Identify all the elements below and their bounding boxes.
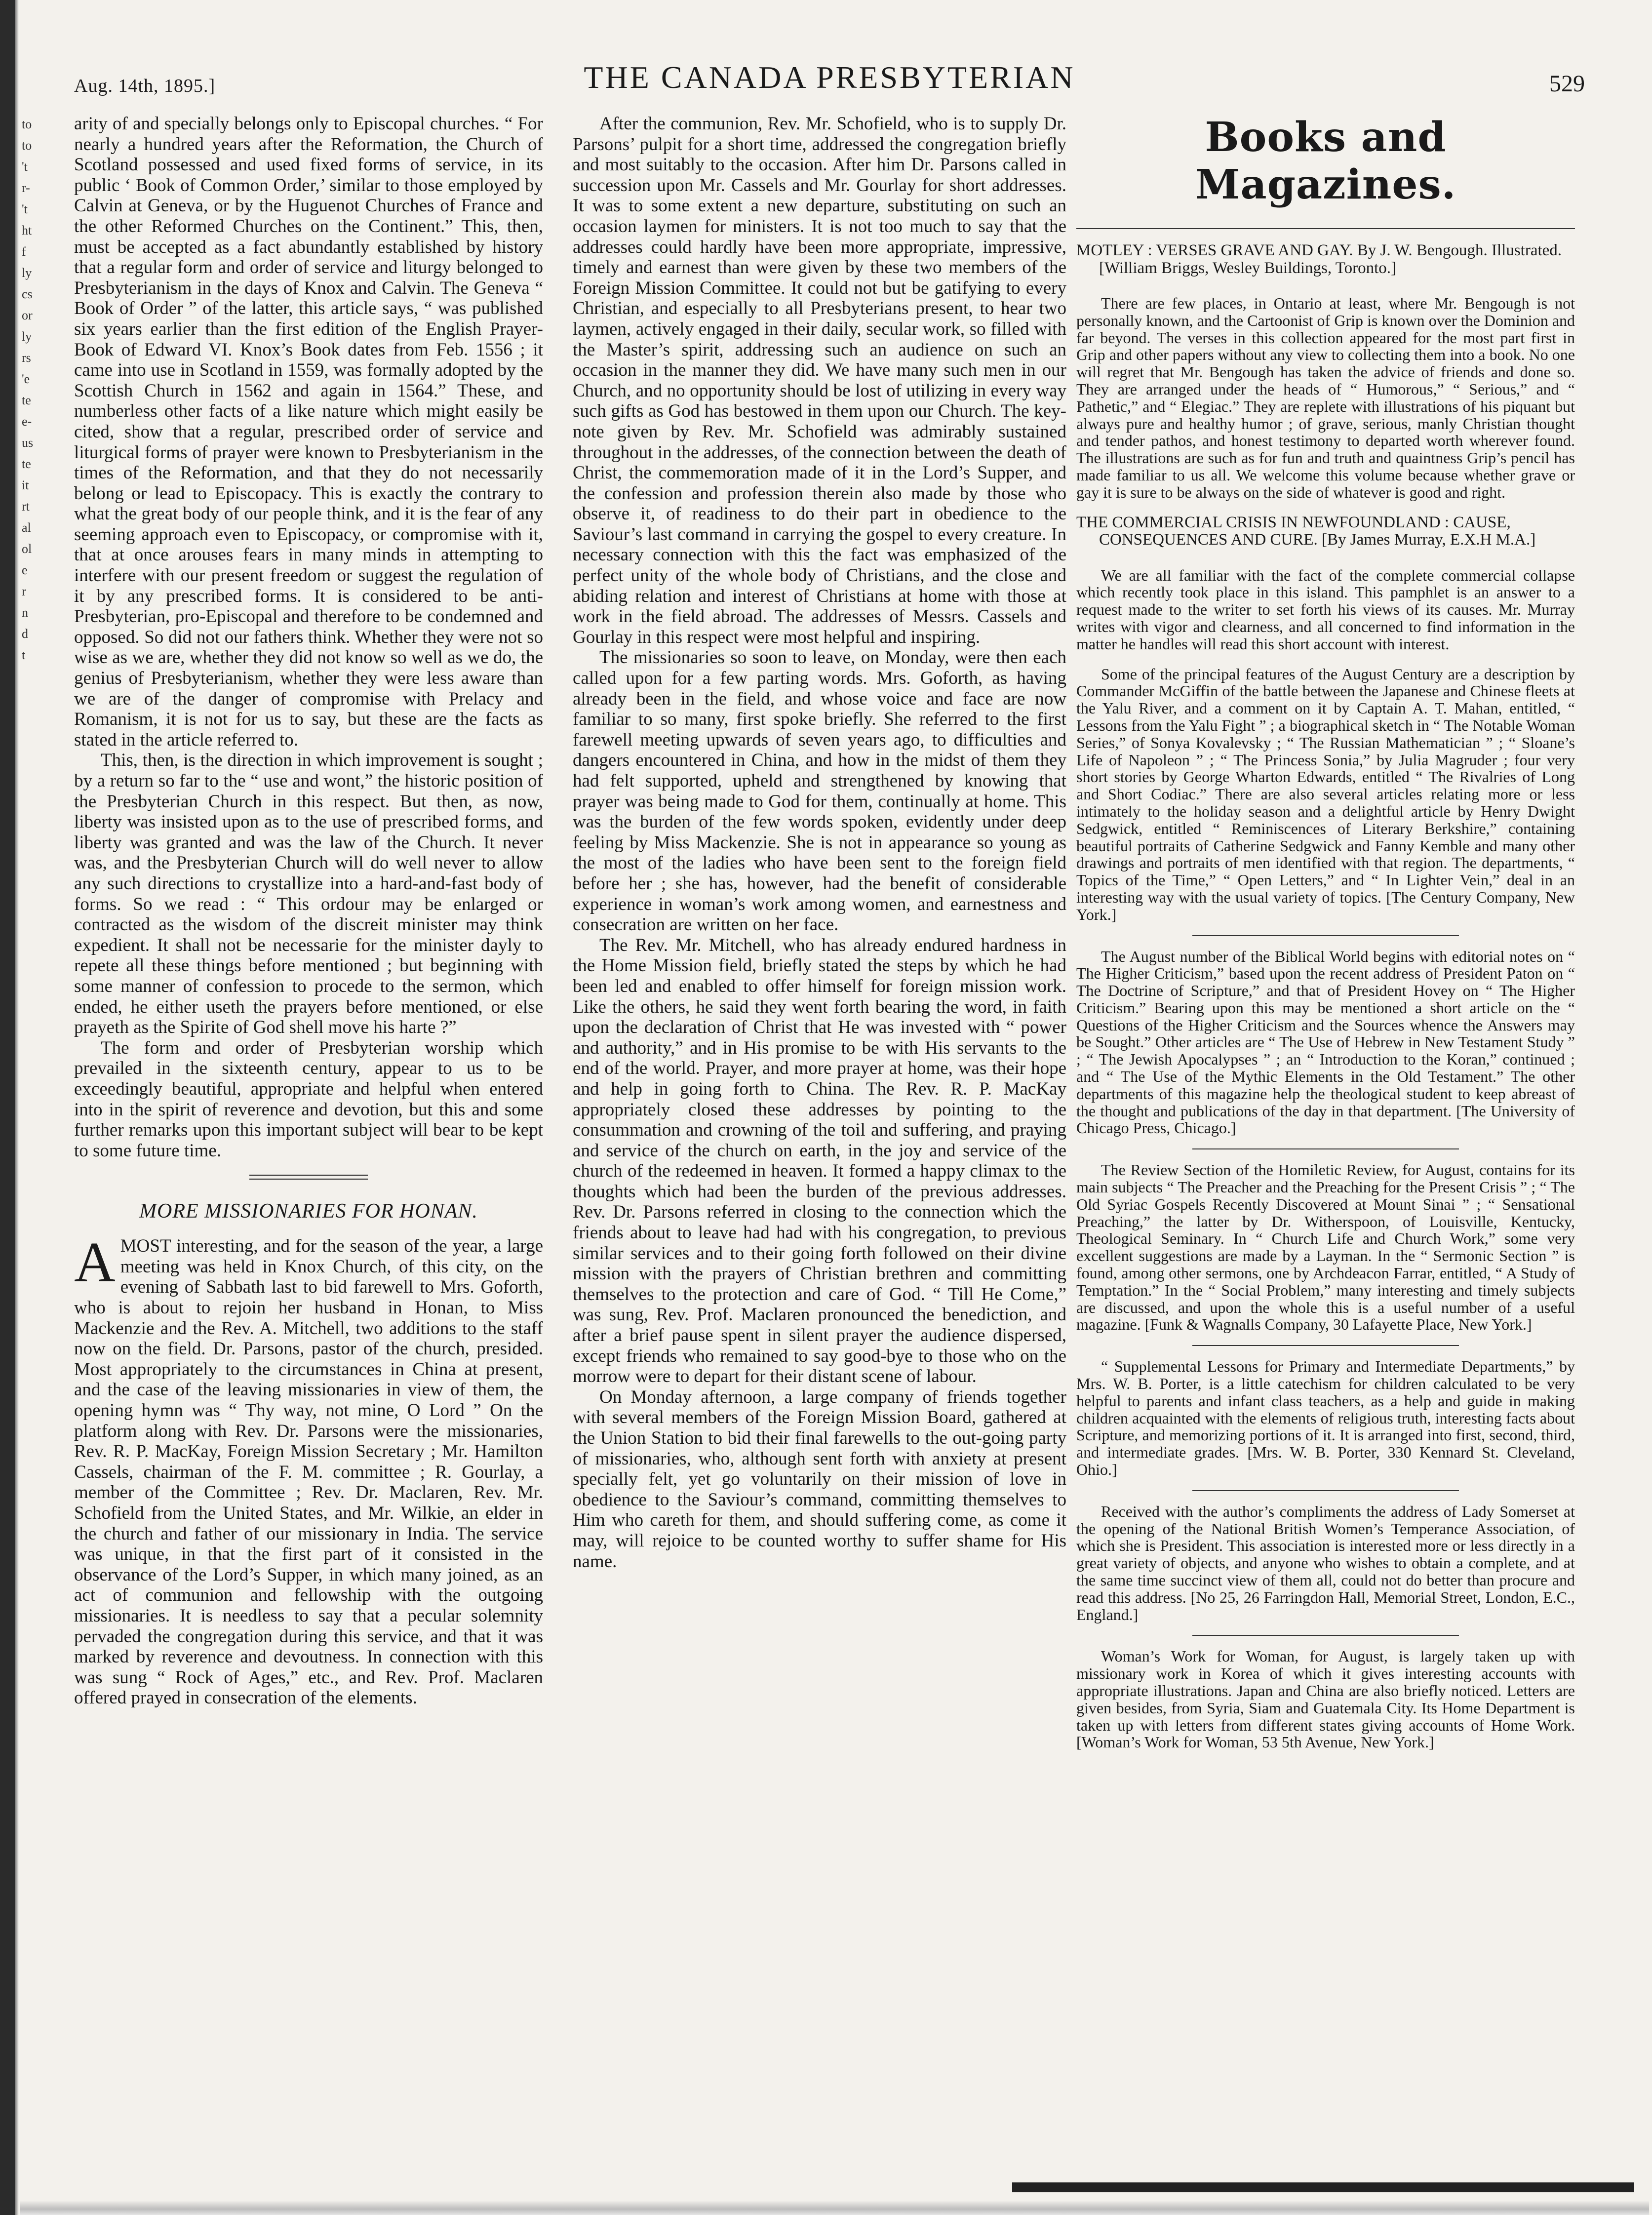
- margin-fragment: ol: [22, 542, 32, 556]
- running-head: [74, 59, 1585, 104]
- article-paragraph: The Rev. Mr. Mitchell, who has already endured hardness in the Home Mission field, briefly stated the steps by which he had been led and enabled to offer himself for foreign mission work. Like the others, he said they went forth bearing the word, in faith upon the declaration of Christ that He was invested with “ power and authority,” and in His promise to be with His servants to the end of the world. Prayer, and more prayer at home, was their hope and help in going forth to China. The Rev. R. P. MacKay appropriately closed these addresses by pointing to the consummation and crowning of the toil and suffering, and praying and service of the church on earth, in the joy and service of the church of the redeemed in heaven. It formed a happy climax to the thoughts which had been the burden of the previous addresses. Rev. Dr. Parsons referred in closing to the connection which the friends about to leave had had with his congregation, to previous similar services and to their going forth followed on their divine mission with the prayers of Christian brethren and committing themselves to the protection and care of God. “ Till He Come,” was sung, Rev. Prof. Maclaren pronounced the benediction, and after a brief pause spent in silent prayer the audience dispersed, except friends who remained to say good-bye to those who on the morrow were to depart for their distant scene of labour.: [573, 935, 1066, 1387]
- binding-edge: [0, 0, 15, 2215]
- margin-fragment: al: [22, 520, 31, 535]
- margin-fragment: e-: [22, 414, 32, 429]
- divider: [1192, 935, 1459, 936]
- publication-title: THE CANADA PRESBYTERIAN: [584, 60, 1075, 95]
- margin-fragment: us: [22, 435, 34, 450]
- cropped-margin-text: [22, 114, 48, 666]
- column-1: [74, 114, 543, 1708]
- review-paragraph: Woman’s Work for Woman, for August, is largely taken up with missionary work in Korea of which it gives interesting accounts with appropriate illustrations. Japan and China are also briefly noticed. Letters are given besides, from Syria, Siam and Guatemala City. Its Home Department is taken up with letters from different states giving accounts of Home Work. [Woman’s Work for Woman, 53 5th Avenue, New York.]: [1076, 1647, 1575, 1751]
- review-paragraph: The Review Section of the Homiletic Review, for August, contains for its main subjects “ The Preacher and the Preaching for the Present Crisis ” ; “ The Old Syriac Gospels Recently Discovered at Mount Sinai ” ; “ Sensational Preaching,” the latter by Dr. Witherspoon, of Louisville, Kentucky, Theological Seminary. In “ Church Life and Church Work,” some very excellent suggestions are made by a Layman. In the “ Sermonic Section ” is found, among other sermons, one by Archdeacon Farrar, entitled, “ A Study of Temptation.” In the “ Social Problem,” many interesting and timely subjects are discussed, and upon the whole this is a useful number of a useful magazine. [Funk & Wagnalls Company, 30 Lafayette Place, New York.]: [1076, 1161, 1575, 1334]
- margin-fragment: to: [22, 138, 32, 153]
- article-paragraph: arity of and specially belongs only to Episcopal churches. “ For nearly a hundred years after the Reformation, the Church of Scotland possessed and used fixed forms of service, in its public ‘ Book of Common Order,’ similar to those employed by Calvin at Geneva, or by the Huguenot Churches of France and the other Reformed Churches on the Continent.” This, then, must be accepted as a fact abundantly established by history that a regular form and order of service and liturgy belonged to Presbyterianism in the days of Knox and Calvin. The Geneva “ Book of Order ” of the latter, this article says, “ was published six years earlier than the first edition of the English Prayer-Book of Edward VI. Knox’s Book dates from Feb. 1556 ; it came into use in Scotland in 1559, was formally adopted by the Scottish Church in 1562 and again in 1564.” These, and numberless other facts of a like nature which might easily be cited, show that a regular, prescribed order of service and liturgical forms of prayer were known to Presbyterianism in the times of the Reformation, and that they do not necessarily belong or lead to Episcopacy. This is exactly the contrary to what the great body of our people think, and it is the fear of any seeming approach even to Episcopacy, or compromise with it, that at once arouses fears in many minds in attempting to interfere with our present freedom or suggest the regulation of it by any prescribed forms. It is considered to be anti-Presbyterian, pro-Episcopal and therefore to be condemned and opposed. So did not our fathers think. Whether they were not so wise as we are, whether they did not know so well as we do, the genius of Presbyterianism, whether they were less aware than we are of the danger of compromise with Prelacy and Romanism, it is not for us to say, but these are the facts as stated in the article referred to.: [74, 114, 543, 750]
- margin-fragment: rt: [22, 499, 30, 514]
- margin-fragment: d: [22, 627, 28, 641]
- page-bottom-rule: [1012, 2182, 1634, 2192]
- divider: [1192, 1490, 1459, 1491]
- margin-fragment: e: [22, 563, 28, 577]
- book-citation: THE COMMERCIAL CRISIS IN NEWFOUNDLAND : CAUSE, CONSEQUENCES AND CURE. [By James Murray, E.X.H M.A.]: [1076, 513, 1536, 549]
- article-paragraph: On Monday afternoon, a large company of friends together with several members of the Foreign Mission Board, gathered at the Union Station to bid their final farewells to the out-going party of missionaries, who, although sent forth with anxiety at present specially felt, yet go voluntarily on their mission of love in obedience to the Saviour’s command, committing themselves to Him who careth for them, and should suffering come, as come it may, will rejoice to be counted worthy to suffer shame for His name.: [573, 1386, 1066, 1572]
- article-paragraph: The form and order of Presbyterian worship which prevailed in the sixteenth century, appear to us to be exceedingly beautiful, appropriate and helpful when entered into in the spirit of reverence and devotion, but this and some further remarks upon this important subject will bear to be kept to some future time.: [74, 1037, 543, 1161]
- review-paragraph: We are all familiar with the fact of the complete commercial collapse which recently took place in this island. This pamphlet is an answer to a request made to the writer to set forth his views of its causes. Mr. Murray writes with vigor and clearness, and all concerned to find information in the matter he handles will read this short account with interest.: [1076, 566, 1575, 653]
- column-3: [1076, 114, 1575, 1751]
- section-divider: [249, 1175, 368, 1180]
- divider: [1192, 1635, 1459, 1636]
- margin-fragment: ht: [22, 223, 32, 237]
- margin-fragment: 'e: [22, 372, 30, 386]
- section-heading: Books and Magazines.: [1195, 114, 1456, 208]
- margin-fragment: rs: [22, 351, 31, 365]
- margin-fragment: n: [22, 605, 28, 620]
- review-paragraph: “ Supplemental Lessons for Primary and Intermediate Departments,” by Mrs. W. B. Porter, is a little catechism for children calculated to be very helpful to parents and infant class teachers, as a help and guide in making children acquainted with the elements of religious truth, interesting facts about Scripture, and memorizing portions of it. It is arranged into first, second, third, and intermediate grades. [Mrs. W. B. Porter, 330 Kennard St. Cleveland, Ohio.]: [1076, 1357, 1575, 1479]
- margin-fragment: 't: [22, 159, 28, 174]
- margin-fragment: r-: [22, 181, 30, 195]
- margin-fragment: ly: [22, 329, 32, 344]
- divider: [1192, 1345, 1459, 1346]
- article-paragraph: After the communion, Rev. Mr. Schofield, who is to supply Dr. Parsons’ pulpit for a short time, addressed the congregation briefly and most suitably to the occasion. After him Dr. Parsons called in succession upon Mr. Cassels and Mr. Gourlay for short addresses. It was to some extent a new departure, substituting on such an occasion laymen for ministers. It is not too much to say that the addresses could hardly have been more appropriate, impressive, timely and earnest than were given by these two members of the Foreign Mission Committee. It could not but be gatifying to every Christian, and especially to all Presbyterians present, to hear two laymen, actively engaged in their daily, secular work, so filled with the Master’s spirit, addressing such an audience on such an occasion in the manner they did. We have many such men in our Church, and no opportunity should be lost of utilizing in every way such gifts as God has bestowed in them upon our Church. The key-note given by Rev. Mr. Schofield was admirably sustained throughout in the addresses, of the connection between the death of Christ, the commemoration made of it in the Lord’s Supper, and the confession and profession therein also made by those who observe it, of readiness to do their part in obedience to the Saviour’s last command in carrying the gospel to every creature. In necessary connection with this the fact was emphasized of the perfect unity of the whole body of Christians, and the close and abiding relation and interest of Christians at home with those at work in the field abroad. The addresses of Messrs. Cassels and Gourlay in this respect were most helpful and inspiring.: [573, 114, 1066, 647]
- margin-fragment: it: [22, 478, 29, 492]
- section-title: MORE MISSIONARIES FOR HONAN.: [139, 1200, 478, 1223]
- margin-fragment: r: [22, 584, 26, 598]
- page-number: 529: [1549, 71, 1585, 97]
- review-paragraph: There are few places, in Ontario at least, where Mr. Bengough is not personally known, and the Cartoonist of Grip is known over the Dominion and far beyond. The verses in this collection appeared for the most part first in Grip and other papers without any view to collecting them into a book. No one will regret that Mr. Bengough has taken the advice of friends and done so. They are arranged under the heads of “ Humorous,” “ Serious,” and “ Pathetic,” and “ Elegiac.” They are replete with illustrations of his piquant but always pure and healthy humor ; of grave, serious, manly Christian thought and tender pathos, and honest testimony to departed worth wherever found. The illustrations are such as for fun and truth and quaintness Grip’s pencil has made familiar to us all. We welcome this volume because whether grave or gay it is sure to be always on the side of whatever is good and right.: [1076, 294, 1575, 501]
- margin-fragment: ly: [22, 266, 32, 280]
- margin-fragment: to: [22, 117, 32, 131]
- article-paragraph: AMOST interesting, and for the season of the year, a large meeting was held in Knox Church, of this city, on the evening of Sabbath last to bid farewell to Mrs. Goforth, who is about to rejoin her husband in Honan, to Miss Mackenzie and the Rev. A. Mitchell, two additions to the staff now on the field. Dr. Parsons, pastor of the church, presided. Most appropriately to the circumstances in China at present, and the case of the leaving missionaries in view of them, the opening hymn was “ Thy way, not mine, O Lord ” On the platform along with Rev. Dr. Parsons were the missionaries, Rev. R. P. MacKay, Foreign Mission Secretary ; Mr. Hamilton Cassels, chairman of the F. M. committee ; R. Gourlay, a member of the Committee ; Rev. Dr. Maclaren, Rev. Mr. Schofield from the United States, and Mr. Wilkie, an elder in the church and father of our missionary in India. The service was unique, in that the first part of it consisted in the observance of the Lord’s Supper, in which many joined, as an act of communion and fellowship with the outgoing missionaries. It is needless to say that a pecular solemnity pervaded the congregation during this service, and that it was marked by reverence and devoutness. In connection with this was sung “ Rock of Ages,” etc., and Rev. Prof. Maclaren offered prayed in consecration of the elements.: [74, 1231, 543, 1708]
- margin-fragment: te: [22, 457, 31, 471]
- issue-date: Aug. 14th, 1895.]: [74, 76, 216, 96]
- margin-fragment: 't: [22, 202, 28, 216]
- review-paragraph: Some of the principal features of the August Century are a description by Commander McGiffin of the battle between the Japanese and Chinese fleets at the Yalu River, and a comment on it by Captain A. T. Mahan, entitled, “ Lessons from the Yalu Fight ” ; a biographical sketch in “ The Notable Woman Series,” of Sonya Kovalevsky ; “ The Russian Mathematician ” ; “ Sloane’s Life of Napoleon ” ; “ The Princess Sonia,” by Julia Magruder ; four very short stories by George Wharton Edwards, entitled “ The Rivalries of Long and Short Codiac.” There are also several articles relating more or less intimately to the holiday season and a delightful article by Henry Dwight Sedgwick, entitled “ Reminiscences of Literary Berkshire,” containing beautiful portraits of Catherine Sedgwick and Fanny Kemble and many other drawings and portraits of men identified with that region. The departments, “ Topics of the Time,” “ Open Letters,” and “ In Lighter Vein,” deal in an interesting way with the usual variety of topics. [The Century Company, New York.]: [1076, 665, 1575, 923]
- margin-fragment: cs: [22, 287, 33, 301]
- margin-fragment: or: [22, 308, 33, 322]
- scan-bottom-edge: [20, 2200, 1649, 2215]
- divider: [1076, 228, 1575, 229]
- margin-fragment: te: [22, 393, 31, 407]
- margin-fragment: f: [22, 244, 26, 259]
- article-paragraph: The missionaries so soon to leave, on Monday, were then each called upon for a few parting words. Mrs. Goforth, as having already been in the field, and whose voice and face are now familiar to so many, first spoke briefly. She referred to the first farewell meeting upwards of seven years ago, to difficulties and dangers encountered in China, and how in the midst of them they had felt supported, upheld and strengthened by knowing that prayer was being made to God for them, continually at home. This was the burden of the few words spoken, evidently under deep feeling by Miss Mackenzie. She is not in appearance so young as the most of the ladies who have been sent to the foreign field before her ; she has, however, had the benefit of considerable experience in woman’s work among women, and earnestness and consecration are written on her face.: [573, 647, 1066, 935]
- column-2: [573, 114, 1066, 1572]
- divider: [1192, 1148, 1459, 1149]
- margin-fragment: t: [22, 648, 26, 662]
- book-citation: MOTLEY : VERSES GRAVE AND GAY. By J. W. Bengough. Illustrated. [William Briggs, Wesley Buildings, Toronto.]: [1076, 241, 1562, 277]
- review-paragraph: The August number of the Biblical World begins with editorial notes on “ The Higher Criticism,” based upon the recent address of President Paton on “ The Doctrine of Scripture,” and that of President Hovey on “ The Higher Criticism.” Bearing upon this may be mentioned a short article on the “ Questions of the Higher Criticism and the Sources whence the Answers may be Sought.” Other articles are “ The Use of Hebrew in New Testament Study ” ; “ The Jewish Apocalypses ” ; an “ Introduction to the Koran,” continued ; and “ The Use of the Mythic Elements in the Old Testament.” The other departments of this magazine help the theological student to keep abreast of the thought and publications of the day in that department. [The University of Chicago Press, Chicago.]: [1076, 947, 1575, 1137]
- review-paragraph: Received with the author’s compliments the address of Lady Somerset at the opening of the National British Women’s Temperance Association, of which she is President. This association is interested more or less directly in a great variety of objects, and anyone who wishes to obtain a complete, and at the same time succinct view of them all, could not do better than procure and read this address. [No 25, 26 Farringdon Hall, Memorial Street, London, E.C., England.]: [1076, 1502, 1575, 1623]
- article-paragraph: This, then, is the direction in which improvement is sought ; by a return so far to the “ use and wont,” the historic position of the Presbyterian Church in this respect. But then, as now, liberty was insisted upon as to the use of prescribed forms, and liberty was granted and was the law of the Church. It never was, and the Presbyterian Church will do well never to allow any such directions to crystallize into a hard-and-fast body of forms. So we read : “ This ordour may be enlarged or contracted as the wisdom of the discreit minister may think expedient. It shall not be necessarie for the minister dayly to repete all these things before mentioned ; but beginning with some manner of confession to procede to the sermon, which ended, he either useth the prayers before mentioned, or else prayeth as the Spirite of God shell move his harte ?”: [74, 750, 543, 1038]
